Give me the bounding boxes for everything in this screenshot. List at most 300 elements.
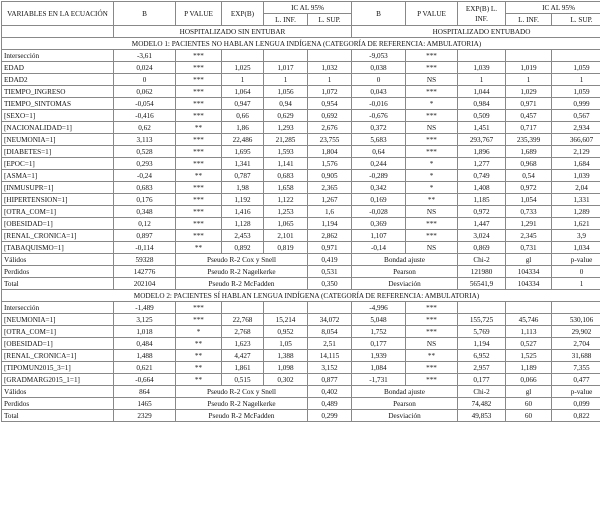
table-cell: 0,169 — [352, 194, 406, 206]
table-cell: 45,746 — [506, 314, 552, 326]
stats-cell: 1465 — [114, 398, 176, 410]
table-row — [2, 314, 600, 326]
table-cell: *** — [406, 314, 458, 326]
table-row — [2, 170, 600, 182]
table-cell: 34,072 — [308, 314, 352, 326]
table-cell — [458, 302, 506, 314]
table-row — [2, 302, 600, 314]
stats-cell: Chi-2 — [458, 254, 506, 266]
table-cell: 1,408 — [458, 182, 506, 194]
table-cell: 0,369 — [352, 218, 406, 230]
table-row — [2, 242, 600, 254]
header-b-right: B — [352, 2, 406, 26]
table-cell — [222, 50, 264, 62]
group-right-label: HOSPITALIZADO ENTUBADO — [352, 26, 600, 38]
table-cell: 1,388 — [264, 350, 308, 362]
table-cell: 1,488 — [114, 350, 176, 362]
table-cell: 235,399 — [506, 134, 552, 146]
table-cell: 1,064 — [222, 86, 264, 98]
table-cell — [506, 50, 552, 62]
table-cell — [506, 302, 552, 314]
header-b: B — [114, 2, 176, 26]
table-cell: 31,688 — [552, 350, 600, 362]
stats-row — [2, 410, 600, 422]
table-cell — [552, 50, 600, 62]
table-cell: 1,752 — [352, 326, 406, 338]
table-cell — [458, 50, 506, 62]
table-cell: 0,692 — [308, 110, 352, 122]
stats-cell: 56541,9 — [458, 278, 506, 290]
table-cell: 1,122 — [264, 194, 308, 206]
table-cell — [308, 50, 352, 62]
table-cell: 1,267 — [308, 194, 352, 206]
table-cell: 1,291 — [506, 218, 552, 230]
table-cell: 2,957 — [458, 362, 506, 374]
table-cell: 1,018 — [114, 326, 176, 338]
table-cell: *** — [176, 62, 222, 74]
table-row — [2, 338, 600, 350]
table-cell: * — [406, 98, 458, 110]
table-cell: 0,64 — [352, 146, 406, 158]
header-l-sup-right: L. SUP. — [552, 14, 600, 26]
table-cell: 3,024 — [458, 230, 506, 242]
stats-cell: Pearson — [352, 398, 458, 410]
table-cell: 0,457 — [506, 110, 552, 122]
variable-name: [TIPOMUN2015_3=1] — [2, 362, 114, 374]
stats-row — [2, 254, 600, 266]
table-cell: 0,066 — [506, 374, 552, 386]
table-cell: 0,972 — [506, 182, 552, 194]
table-cell: 0,342 — [352, 182, 406, 194]
table-cell: 1,576 — [308, 158, 352, 170]
table-cell: 0,528 — [114, 146, 176, 158]
table-cell: 7,355 — [552, 362, 600, 374]
stats-cell: Chi-2 — [458, 386, 506, 398]
table-row — [2, 134, 600, 146]
table-cell: 0,515 — [222, 374, 264, 386]
variable-name: EDAD — [2, 62, 114, 74]
table-row — [2, 98, 600, 110]
table-cell: 0,968 — [506, 158, 552, 170]
stats-row — [2, 398, 600, 410]
table-cell: 1,039 — [552, 170, 600, 182]
table-cell: 0,819 — [264, 242, 308, 254]
table-cell: 0,477 — [552, 374, 600, 386]
table-cell: 1,804 — [308, 146, 352, 158]
table-row — [2, 362, 600, 374]
variable-name: [DIABETES=1] — [2, 146, 114, 158]
table-cell: 1,113 — [506, 326, 552, 338]
table-cell: 1 — [222, 74, 264, 86]
table-cell: *** — [406, 302, 458, 314]
header-exp-b-right: EXP(B) L. INF. — [458, 2, 506, 26]
table-cell: 0 — [352, 74, 406, 86]
table-cell: 0,869 — [458, 242, 506, 254]
table-cell: 1,416 — [222, 206, 264, 218]
table-cell: *** — [176, 158, 222, 170]
stats-cell: 60 — [506, 398, 552, 410]
variable-name: [OTRA_COM=1] — [2, 206, 114, 218]
table-cell: NS — [406, 242, 458, 254]
table-cell: *** — [406, 110, 458, 122]
table-cell: 3,9 — [552, 230, 600, 242]
table-cell: 0,877 — [308, 374, 352, 386]
stats-row — [2, 266, 600, 278]
table-cell: -0,664 — [114, 374, 176, 386]
table-cell: 1,017 — [264, 62, 308, 74]
stats-cell: 59328 — [114, 254, 176, 266]
table-cell: 1,141 — [264, 158, 308, 170]
table-cell: 1,6 — [308, 206, 352, 218]
table-cell: 0,062 — [114, 86, 176, 98]
table-cell — [222, 302, 264, 314]
table-cell: 4,427 — [222, 350, 264, 362]
stats-cell: 104334 — [506, 278, 552, 290]
table-cell: 0,683 — [114, 182, 176, 194]
stats-cell: Desviación — [352, 410, 458, 422]
stats-cell: Válidos — [2, 386, 114, 398]
table-cell: 0,999 — [552, 98, 600, 110]
table-cell: 1,331 — [552, 194, 600, 206]
table-cell: * — [406, 182, 458, 194]
table-cell: 0,038 — [352, 62, 406, 74]
table-cell: 1 — [308, 74, 352, 86]
table-cell: * — [406, 158, 458, 170]
header-p-value-right: P VALUE — [406, 2, 458, 26]
stats-cell: Perdidos — [2, 398, 114, 410]
variable-name: EDAD2 — [2, 74, 114, 86]
table-cell: ** — [406, 350, 458, 362]
variable-name: [HIPERTENSION=1] — [2, 194, 114, 206]
table-cell — [264, 50, 308, 62]
group-left-label: HOSPITALIZADO SIN ENTUBAR — [114, 26, 352, 38]
table-cell: 1,447 — [458, 218, 506, 230]
stats-cell: 0,099 — [552, 398, 600, 410]
table-cell: 0,952 — [264, 326, 308, 338]
table-cell: 0,749 — [458, 170, 506, 182]
stats-cell: 0,531 — [308, 266, 352, 278]
table-cell: 1,019 — [506, 62, 552, 74]
table-cell: 1,86 — [222, 122, 264, 134]
table-cell: NS — [406, 74, 458, 86]
table-cell: 0,567 — [552, 110, 600, 122]
table-cell: 1,029 — [506, 86, 552, 98]
table-cell: *** — [176, 134, 222, 146]
table-cell: -4,996 — [352, 302, 406, 314]
table-cell: ** — [406, 194, 458, 206]
table-cell: 0,629 — [264, 110, 308, 122]
table-cell: 1 — [264, 74, 308, 86]
table-cell: 0,683 — [264, 170, 308, 182]
table-cell: -0,289 — [352, 170, 406, 182]
variable-name: [NEUMONIA=1] — [2, 134, 114, 146]
table-cell: 3,152 — [308, 362, 352, 374]
table-cell: 2,453 — [222, 230, 264, 242]
header-exp-b: EXP(B) — [222, 2, 264, 26]
header-ic: IC AL 95% — [264, 2, 352, 14]
table-cell: *** — [406, 134, 458, 146]
table-cell: 1,684 — [552, 158, 600, 170]
stats-cell: 60 — [506, 410, 552, 422]
table-cell: 2,101 — [264, 230, 308, 242]
variable-name: [OBESIDAD=1] — [2, 338, 114, 350]
table-cell: ** — [176, 170, 222, 182]
table-cell: 0,971 — [308, 242, 352, 254]
table-row — [2, 158, 600, 170]
stats-cell: Bondad ajuste — [352, 386, 458, 398]
table-cell: 0,024 — [114, 62, 176, 74]
table-cell: *** — [406, 218, 458, 230]
table-cell: 1,059 — [552, 62, 600, 74]
table-cell: 1,525 — [506, 350, 552, 362]
header-blank — [2, 26, 114, 38]
table-cell: 5,048 — [352, 314, 406, 326]
stats-cell: Válidos — [2, 254, 114, 266]
variable-name: Intersección — [2, 50, 114, 62]
table-cell: *** — [176, 98, 222, 110]
table-cell: 1,939 — [352, 350, 406, 362]
table-cell: *** — [176, 50, 222, 62]
table-row — [2, 62, 600, 74]
table-row — [2, 230, 600, 242]
table-row — [2, 206, 600, 218]
table-cell: 0,12 — [114, 218, 176, 230]
table-cell: 0,621 — [114, 362, 176, 374]
table-cell: 1,253 — [264, 206, 308, 218]
table-cell: 0,484 — [114, 338, 176, 350]
table-cell: 0,043 — [352, 86, 406, 98]
table-cell: 1,107 — [352, 230, 406, 242]
table-cell: NS — [406, 338, 458, 350]
table-cell: 8,054 — [308, 326, 352, 338]
header-p-value: P VALUE — [176, 2, 222, 26]
stats-cell: gl — [506, 254, 552, 266]
table-cell: *** — [406, 146, 458, 158]
table-cell: 0,62 — [114, 122, 176, 134]
table-cell: 1,025 — [222, 62, 264, 74]
table-cell: 0,293 — [114, 158, 176, 170]
table-cell: *** — [176, 302, 222, 314]
stats-cell: 2329 — [114, 410, 176, 422]
table-cell: ** — [176, 374, 222, 386]
table-cell: 1,044 — [458, 86, 506, 98]
stats-cell: Pseudo R-2 Nagelkerke — [176, 398, 308, 410]
stats-cell: Pseudo R-2 Nagelkerke — [176, 266, 308, 278]
table-cell: 1,658 — [264, 182, 308, 194]
table-cell — [264, 302, 308, 314]
table-cell: 1,623 — [222, 338, 264, 350]
table-cell: *** — [176, 74, 222, 86]
stats-cell: 0,299 — [308, 410, 352, 422]
stats-cell: 49,853 — [458, 410, 506, 422]
table-cell: *** — [176, 194, 222, 206]
table-cell: *** — [176, 206, 222, 218]
table-cell: 2,704 — [552, 338, 600, 350]
table-cell: 1,128 — [222, 218, 264, 230]
stats-cell: 74,482 — [458, 398, 506, 410]
header-variables: VARIABLES EN LA ECUACIÓN — [2, 2, 114, 26]
table-cell: *** — [406, 62, 458, 74]
table-cell: 2,345 — [506, 230, 552, 242]
model2-title: MODELO 2: PACIENTES SÍ HABLAN LENGUA INDÍGENA (CATEGORÍA DE REFERENCIA: AMBULATORIA) — [2, 290, 600, 302]
table-cell: 1,293 — [264, 122, 308, 134]
variable-name: [NEUMONIA=1] — [2, 314, 114, 326]
table-cell: 0,244 — [352, 158, 406, 170]
table-cell: 0,731 — [506, 242, 552, 254]
table-cell: 1 — [506, 74, 552, 86]
stats-cell: 202104 — [114, 278, 176, 290]
table-cell: *** — [176, 110, 222, 122]
table-cell: 6,952 — [458, 350, 506, 362]
table-cell: 1,451 — [458, 122, 506, 134]
table-cell: 0,348 — [114, 206, 176, 218]
variable-name: [RENAL_CRONICA=1] — [2, 230, 114, 242]
stats-cell: Pseudo R-2 McFadden — [176, 410, 308, 422]
table-cell: 1,065 — [264, 218, 308, 230]
table-cell: 1,056 — [264, 86, 308, 98]
table-cell: -0,24 — [114, 170, 176, 182]
stats-row — [2, 386, 600, 398]
stats-cell: 0,822 — [552, 410, 600, 422]
table-cell: ** — [176, 350, 222, 362]
table-cell: 0,954 — [308, 98, 352, 110]
stats-cell: 1 — [552, 278, 600, 290]
table-cell — [308, 302, 352, 314]
table-cell: *** — [176, 230, 222, 242]
header-l-sup: L. SUP. — [308, 14, 352, 26]
table-cell: 1,689 — [506, 146, 552, 158]
table-cell: ** — [176, 362, 222, 374]
stats-cell: Pearson — [352, 266, 458, 278]
stats-cell: Pseudo R-2 McFadden — [176, 278, 308, 290]
table-cell: 5,769 — [458, 326, 506, 338]
table-cell: *** — [176, 146, 222, 158]
table-cell: 2,676 — [308, 122, 352, 134]
table-row — [2, 218, 600, 230]
table-cell: 0,717 — [506, 122, 552, 134]
table-cell: 0,984 — [458, 98, 506, 110]
stats-cell: 142776 — [114, 266, 176, 278]
header-l-inf-right: L. INF. — [506, 14, 552, 26]
table-cell: ** — [176, 338, 222, 350]
table-cell: *** — [176, 218, 222, 230]
table-cell: 2,768 — [222, 326, 264, 338]
table-row — [2, 74, 600, 86]
variable-name: [OBESIDAD=1] — [2, 218, 114, 230]
table-cell: 2,51 — [308, 338, 352, 350]
stats-cell: 0,419 — [308, 254, 352, 266]
table-cell: 0,372 — [352, 122, 406, 134]
variable-name: [SEXO=1] — [2, 110, 114, 122]
table-cell: -0,416 — [114, 110, 176, 122]
table-cell: 293,767 — [458, 134, 506, 146]
table-cell: 29,902 — [552, 326, 600, 338]
table-cell: 1,896 — [458, 146, 506, 158]
stats-cell: 104334 — [506, 266, 552, 278]
table-cell: 0,787 — [222, 170, 264, 182]
table-cell: 1,098 — [264, 362, 308, 374]
table-cell: 22,486 — [222, 134, 264, 146]
table-cell: 1,98 — [222, 182, 264, 194]
table-cell: 2,04 — [552, 182, 600, 194]
table-cell: 23,755 — [308, 134, 352, 146]
table-cell: 1,072 — [308, 86, 352, 98]
table-cell: 1,034 — [552, 242, 600, 254]
table-cell: 366,607 — [552, 134, 600, 146]
variable-name: Intersección — [2, 302, 114, 314]
table-cell: ** — [176, 122, 222, 134]
variable-name: [OTRA_COM=1] — [2, 326, 114, 338]
stats-cell: 864 — [114, 386, 176, 398]
table-cell: 1,189 — [506, 362, 552, 374]
table-cell: *** — [176, 182, 222, 194]
table-cell: *** — [406, 50, 458, 62]
table-cell: 0,897 — [114, 230, 176, 242]
table-cell: 2,129 — [552, 146, 600, 158]
table-cell: 3,125 — [114, 314, 176, 326]
table-cell: -0,114 — [114, 242, 176, 254]
table-cell: 14,115 — [308, 350, 352, 362]
stats-cell: 0,350 — [308, 278, 352, 290]
table-cell: 15,214 — [264, 314, 308, 326]
table-row — [2, 182, 600, 194]
table-row — [2, 110, 600, 122]
stats-cell: Desviación — [352, 278, 458, 290]
table-cell: 0,177 — [352, 338, 406, 350]
model1-title: MODELO 1: PACIENTES NO HABLAN LENGUA INDÍGENA (CATEGORÍA DE REFERENCIA: AMBULATORIA) — [2, 38, 600, 50]
header-l-inf: L. INF. — [264, 14, 308, 26]
table-cell: *** — [406, 86, 458, 98]
stats-cell: gl — [506, 386, 552, 398]
table-cell: 1 — [458, 74, 506, 86]
table-row — [2, 350, 600, 362]
table-cell: 0,527 — [506, 338, 552, 350]
stats-cell: 0,402 — [308, 386, 352, 398]
table-cell: 0,892 — [222, 242, 264, 254]
table-cell: 1,185 — [458, 194, 506, 206]
table-cell: 2,862 — [308, 230, 352, 242]
table-cell: 0,947 — [222, 98, 264, 110]
table-cell: NS — [406, 122, 458, 134]
table-cell: 0,733 — [506, 206, 552, 218]
table-cell: 0,905 — [308, 170, 352, 182]
table-cell: 155,725 — [458, 314, 506, 326]
table-cell: -3,61 — [114, 50, 176, 62]
table-cell: *** — [406, 230, 458, 242]
table-cell: * — [406, 170, 458, 182]
table-cell: 22,768 — [222, 314, 264, 326]
table-cell: 5,683 — [352, 134, 406, 146]
stats-cell: 0 — [552, 266, 600, 278]
table-cell: -0,054 — [114, 98, 176, 110]
table-cell: 0,176 — [114, 194, 176, 206]
variable-name: [TABAQUISMO=1] — [2, 242, 114, 254]
table-cell: -1,489 — [114, 302, 176, 314]
stats-row — [2, 278, 600, 290]
table-cell: 1,192 — [222, 194, 264, 206]
table-row — [2, 86, 600, 98]
table-cell: 0,971 — [506, 98, 552, 110]
table-row — [2, 50, 600, 62]
table-cell — [552, 302, 600, 314]
table-cell: -0,676 — [352, 110, 406, 122]
table-cell: 3,113 — [114, 134, 176, 146]
table-cell: -0,016 — [352, 98, 406, 110]
variable-name: [NACIONALIDAD=1] — [2, 122, 114, 134]
table-cell: 0,54 — [506, 170, 552, 182]
table-cell: 0 — [114, 74, 176, 86]
table-cell: *** — [406, 326, 458, 338]
